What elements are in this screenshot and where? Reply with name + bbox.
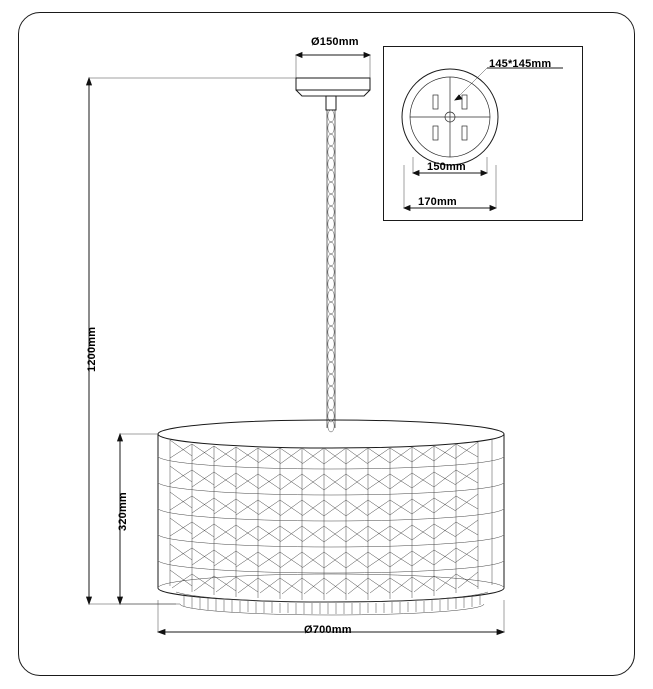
- label-shade-diameter: Ø700mm: [304, 624, 352, 636]
- ceiling-plate-detail: [402, 68, 563, 211]
- label-outer-diameter: 170mm: [418, 196, 457, 208]
- label-shade-height: 320mm: [117, 492, 129, 531]
- label-inner-diameter: 150mm: [427, 161, 466, 173]
- suspension-chain: [327, 110, 335, 432]
- canopy-assembly: [296, 53, 370, 111]
- label-canopy-diameter: Ø150mm: [311, 36, 359, 48]
- crystal-drum-shade: [158, 420, 504, 615]
- label-mount-plate: 145*145mm: [489, 58, 552, 70]
- label-total-drop: 1200mm: [86, 326, 98, 372]
